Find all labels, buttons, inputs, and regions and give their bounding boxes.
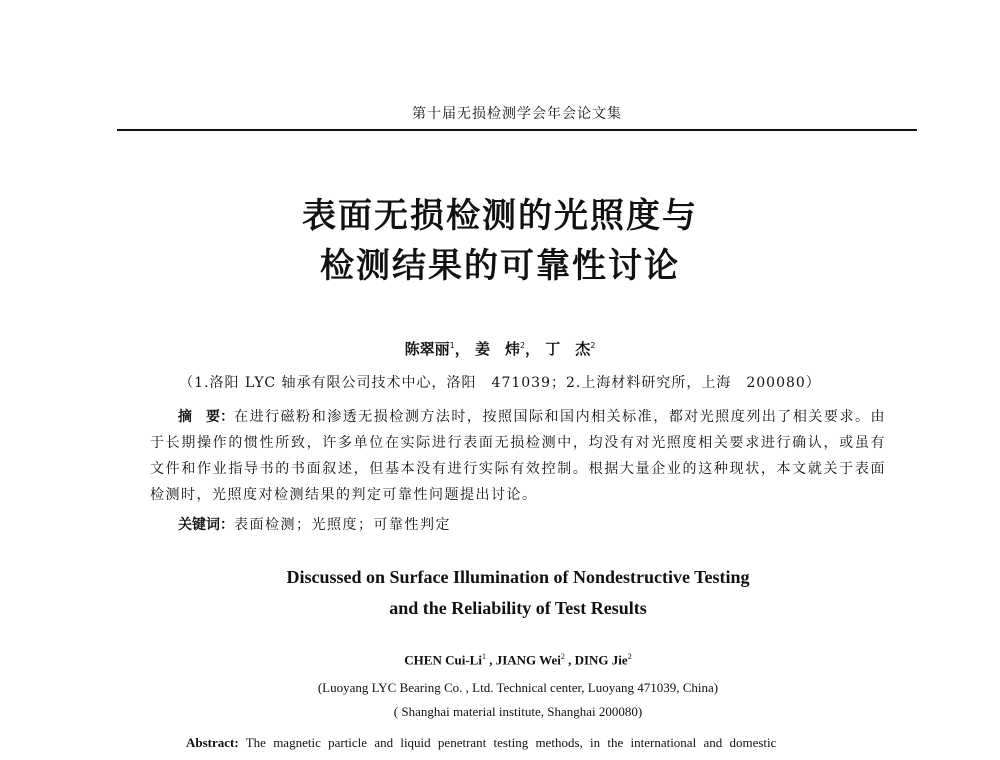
english-author-name: DING Jie — [574, 652, 628, 668]
english-abstract-label: Abstract: — [186, 735, 239, 750]
english-author-list — [150, 652, 886, 668]
english-author-name: CHEN Cui-Li — [404, 652, 482, 668]
author-name: 陈翠丽 — [404, 340, 450, 358]
english-affiliation-1: (Luoyang LYC Bearing Co. , Ltd. Technical center, Luoyang 471039, China) — [317, 680, 719, 695]
keywords — [150, 514, 886, 534]
english-author-affil-mark: 2 — [560, 652, 565, 661]
author-affil-mark: 2 — [590, 341, 596, 350]
english-author-separator: , — [485, 652, 496, 668]
paper-title-line-2: 检测结果的可靠性讨论 — [320, 246, 680, 286]
author-list — [150, 338, 850, 359]
author-separator: ， — [454, 340, 470, 358]
affiliation: （1.洛阳 LYC 轴承有限公司技术中心，洛阳 471039；2.上海材料研究所，上海 200080） — [179, 375, 821, 391]
english-author-name: JIANG Wei — [495, 652, 561, 668]
author-name: 姜 炜 — [474, 340, 520, 358]
abstract — [150, 404, 886, 508]
author-separator: ， — [525, 340, 541, 358]
english-title-line-1: Discussed on Surface Illumination of Nondestructive Testing — [286, 567, 750, 587]
abstract-text: 在进行磁粉和渗透无损检测方法时，按照国际和国内相关标准，都对光照度列出了相关要求。由于长期操作的惯性所致，许多单位在实际进行表面无损检测中，均没有对光照度相关要求进行确认，或虽有文件和作业指导书的书面叙述，但基本没有进行实际有效控制。根据大量企业的这种现状，本文就关于表面检测时，光照度对检测结果的判定可靠性问题提出讨论。 — [150, 409, 887, 503]
abstract-label: 摘 要： — [178, 409, 235, 425]
running-header: 第十届无损检测学会年会论文集 — [412, 106, 622, 122]
english-title-line-2: and the Reliability of Test Results — [389, 598, 647, 618]
paper-title-line-1: 表面无损检测的光照度与 — [302, 196, 698, 236]
keywords-text: 表面检测；光照度；可靠性判定 — [234, 517, 451, 533]
english-author-affil-mark: 2 — [627, 652, 632, 661]
author-name: 丁 杰 — [545, 340, 591, 358]
author-affil-mark: 1 — [449, 341, 455, 350]
english-affiliation-2: ( Shanghai material institute, Shanghai 200080) — [393, 704, 643, 719]
english-author-affil-mark: 1 — [481, 652, 486, 661]
header-rule — [117, 129, 917, 131]
english-abstract — [186, 735, 886, 751]
english-author-separator: , — [564, 652, 575, 668]
english-abstract-text: The magnetic particle and liquid penetrant testing methods, in the international and domestic — [245, 735, 777, 750]
author-affil-mark: 2 — [519, 341, 526, 350]
keywords-label: 关键词： — [178, 517, 234, 533]
